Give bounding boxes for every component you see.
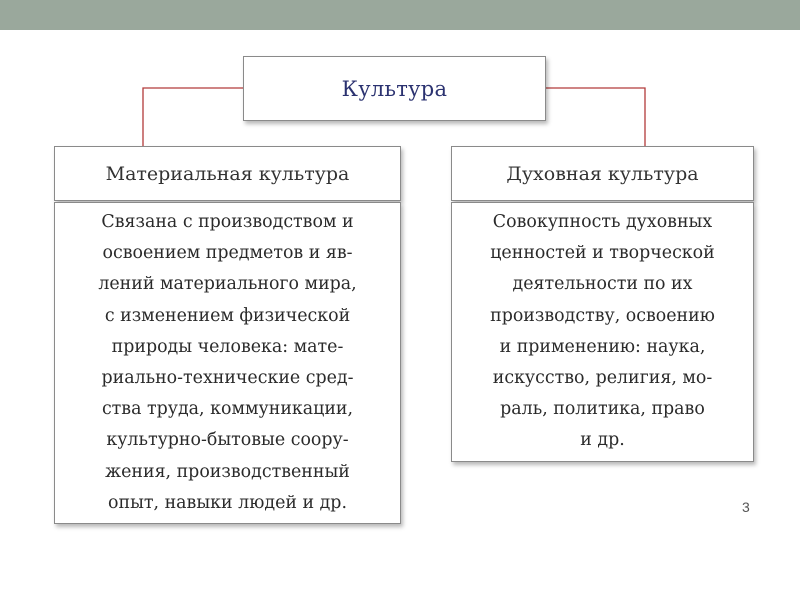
description-line: раль, политика, право <box>500 399 705 420</box>
description-line: освоением предметов и яв- <box>102 243 353 264</box>
description-line: Связана с производством и <box>101 212 354 232</box>
description-line: с изменением физической <box>104 305 351 326</box>
spiritual-culture-node <box>451 146 754 201</box>
root-node <box>243 56 546 121</box>
description-line: ства труда, коммуникации, <box>101 399 354 420</box>
description-line: и др. <box>580 430 625 451</box>
description-line: ценностей и творческой <box>490 243 715 264</box>
description-line: и применению: наука, <box>499 336 706 357</box>
description-line: природы человека: мате- <box>111 336 344 357</box>
description-line: Совокупность духовных <box>492 212 713 232</box>
spiritual-culture-title: Духовная культура <box>506 162 699 185</box>
spiritual-culture-description <box>451 202 754 462</box>
description-line: жения, производственный <box>105 461 350 482</box>
description-line: риально-технические сред- <box>101 368 354 389</box>
description-line: искусство, религия, мо- <box>492 368 713 389</box>
description-line: культурно-бытовые соору- <box>106 430 349 451</box>
connector-left <box>143 88 243 146</box>
page-number: 3 <box>742 499 750 515</box>
description-line: опыт, навыки людей и др. <box>108 492 347 513</box>
root-title: Культура <box>341 76 448 101</box>
connector-right <box>546 88 645 146</box>
material-culture-node <box>54 146 401 201</box>
description-line: лений материального мира, <box>98 274 357 295</box>
material-culture-title: Материальная культура <box>105 162 350 185</box>
material-culture-description <box>54 202 401 524</box>
description-line: производству, освоению <box>490 305 715 326</box>
description-line: деятельности по их <box>512 274 693 295</box>
